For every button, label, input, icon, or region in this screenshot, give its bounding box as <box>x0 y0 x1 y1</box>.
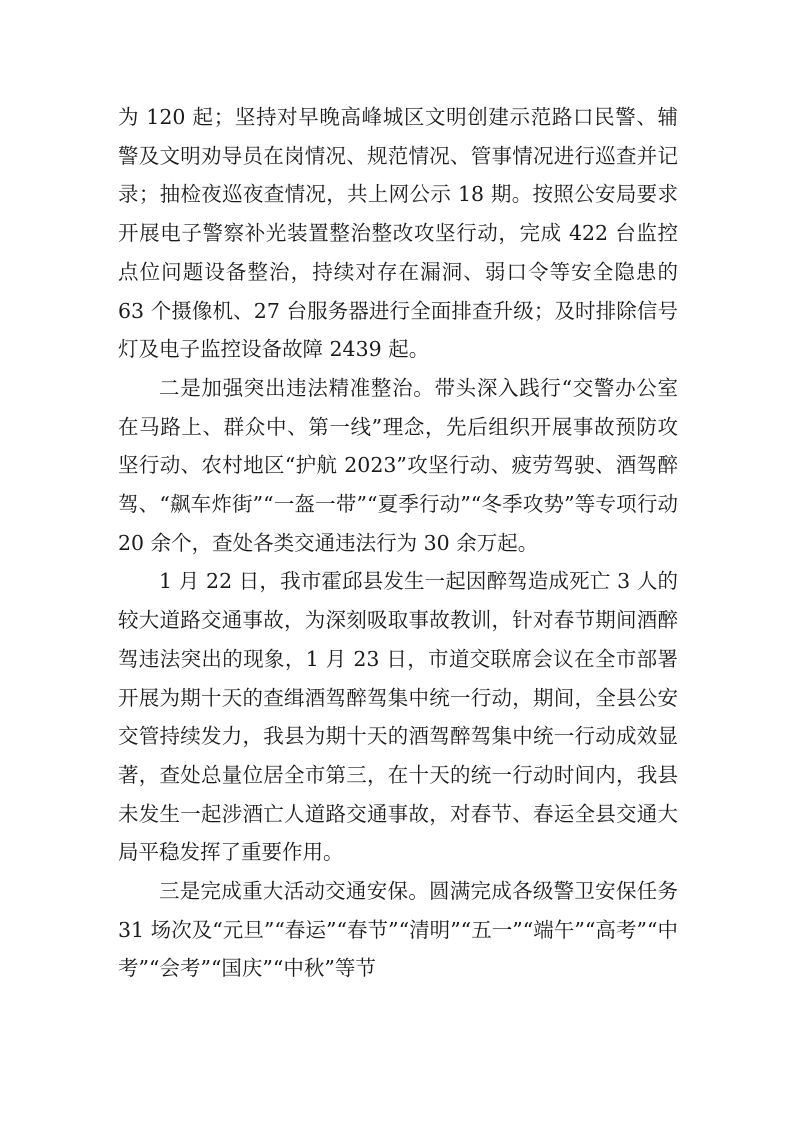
document-body <box>118 98 678 988</box>
paragraph-continuation: 为 120 起；坚持对早晚高峰城区文明创建示范路口民警、辅警及文明劝导员在岗情况、规范情况、管事情况进行巡查并记录；抽检夜巡夜查情况，共上网公示 18 期。按照公安局要求开展电子警察补光装置整治整改攻坚行动，完成 422 台监控点位问题设备整治，持续对存在漏洞、弱口令等安全隐患的 63 个摄像机、27 台服务器进行全面排查升级；及时排除信号灯及电子监控设备故障 2439 起。 <box>118 105 678 362</box>
paragraph-major-event-security: 三是完成重大活动交通安保。圆满完成各级警卫安保任务 31 场次及“元旦”“春运”“春节”“清明”“五一”“端午”“高考”“中考”“会考”“国庆”“中秋”等节 <box>118 879 678 981</box>
paragraph-violation-rectification: 二是加强突出违法精准整治。带头深入践行“交警办公室在马路上、群众中、第一线”理念，先后组织开展事故预防攻坚行动、农村地区“护航 2023”攻坚行动、疲劳驾驶、酒驾醉驾、“飙车炸街”“一盔一带”“夏季行动”“冬季攻势”等专项行动 20 余个，查处各类交通违法行为 30 余万起。 <box>118 375 678 555</box>
paragraph-drunk-driving-campaign: 1 月 22 日，我市霍邱县发生一起因醉驾造成死亡 3 人的较大道路交通事故，为深刻吸取事故教训，针对春节期间酒醉驾违法突出的现象，1 月 23 日，市道交联席会议在全市部署开展为期十天的查缉酒驾醉驾集中统一行动，期间，全县公安交管持续发力，我县为期十天的酒驾醉驾集中统一行动成效显著，查处总量位居全市第三，在十天的统一行动时间内，我县未发生一起涉酒亡人道路交通事故，对春节、春运全县交通大局平稳发挥了重要作用。 <box>118 569 678 865</box>
